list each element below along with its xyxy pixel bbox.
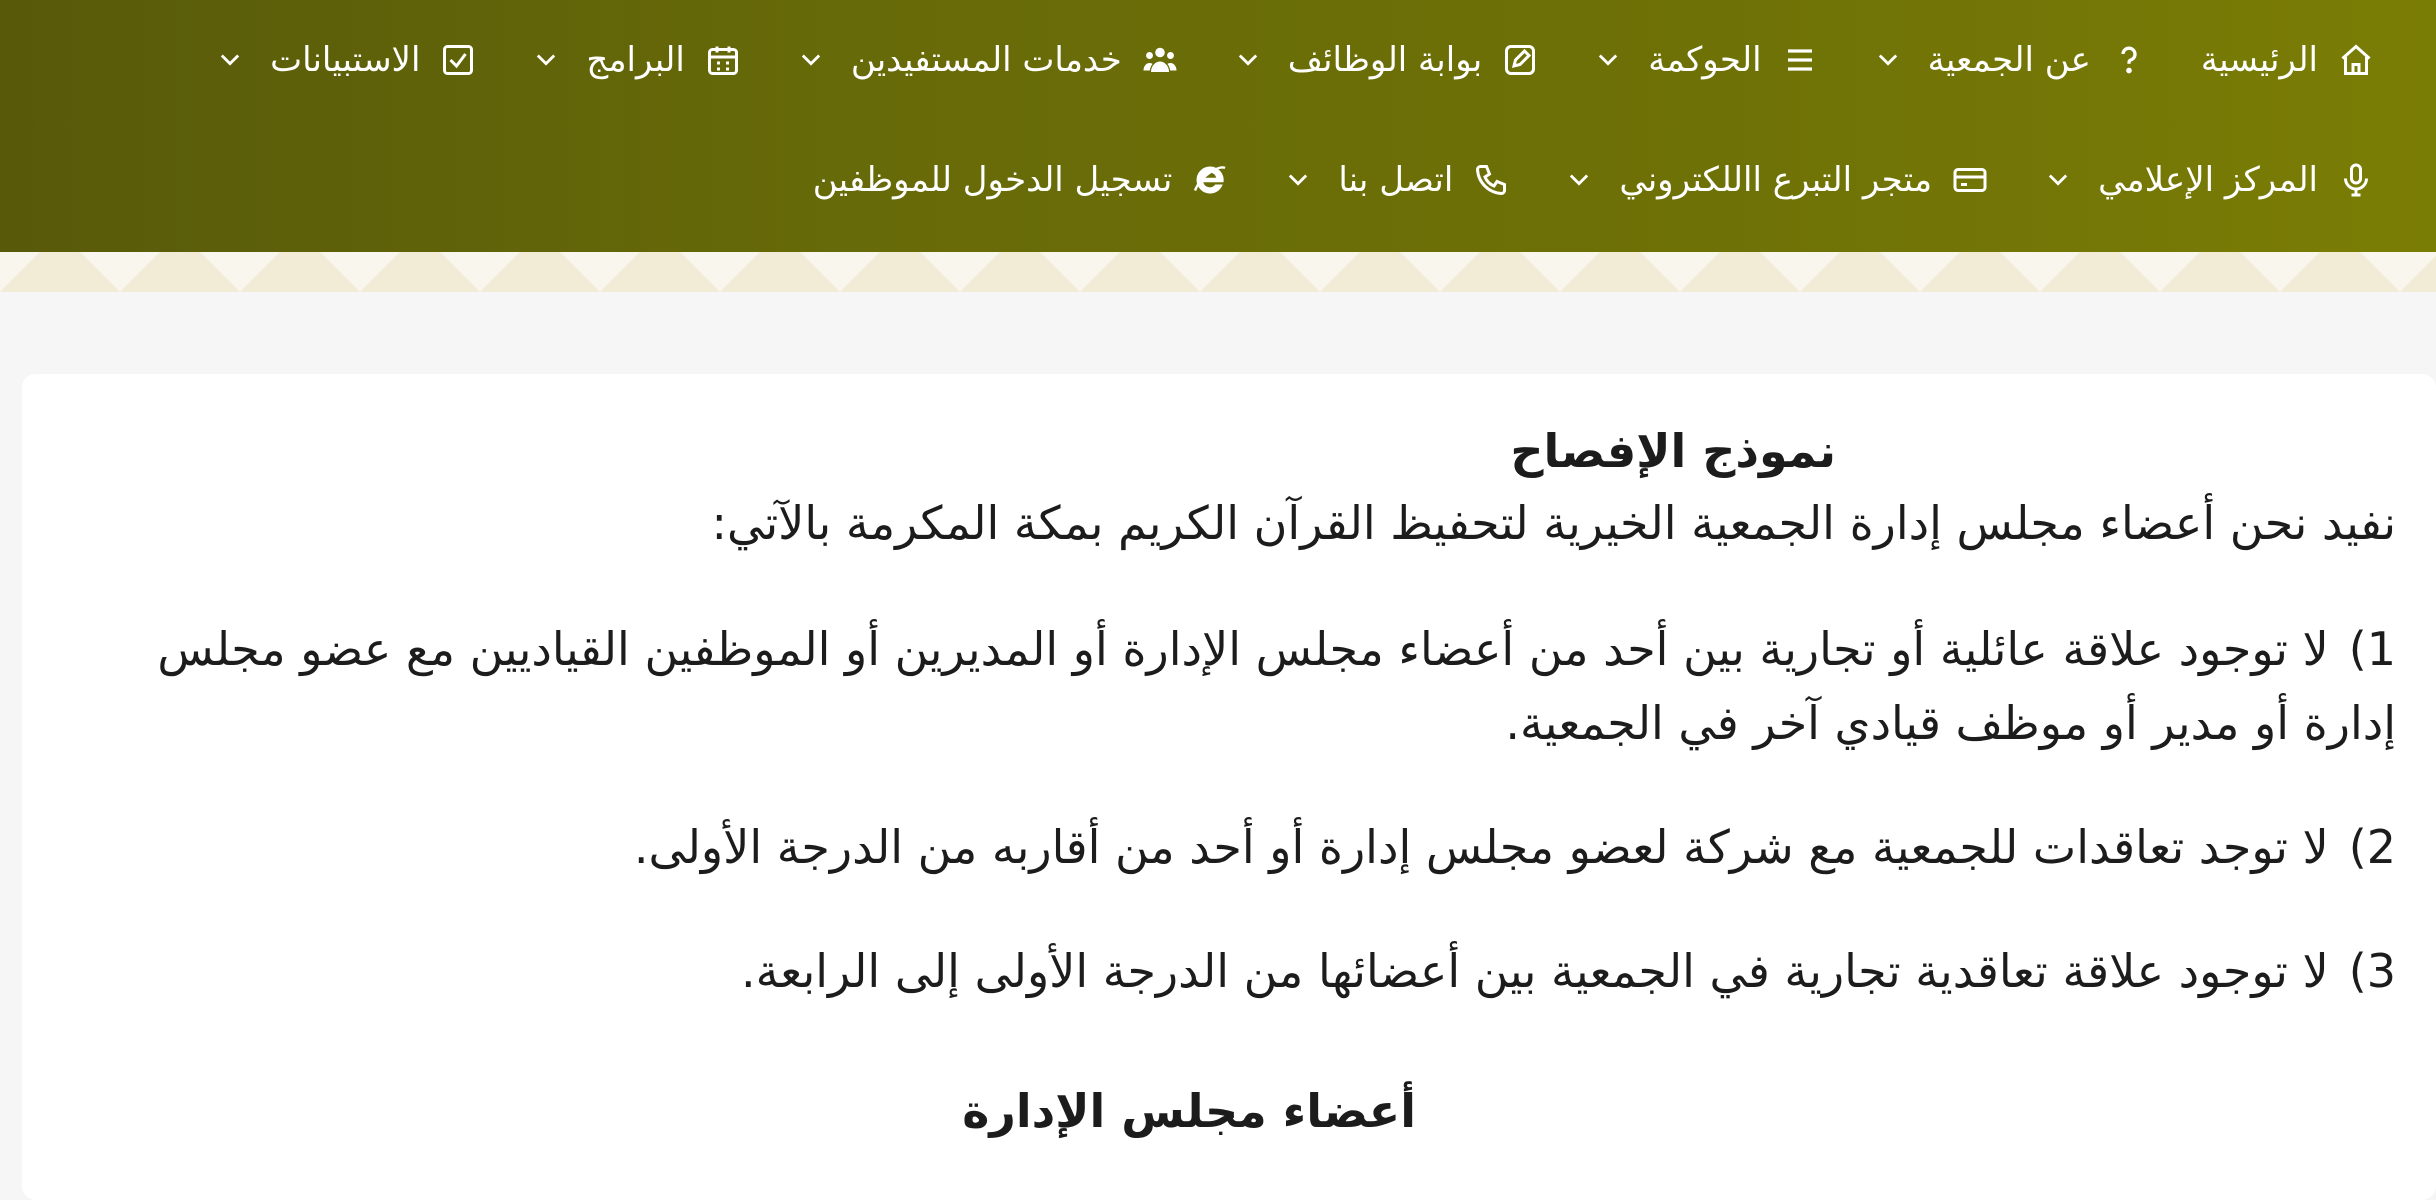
nav-item-jobs[interactable] xyxy=(1232,40,1540,80)
nav-item-staff-login[interactable] xyxy=(813,160,1231,200)
browser-e-icon xyxy=(1190,160,1230,200)
content-card xyxy=(22,374,2436,1200)
chevron-down-icon xyxy=(795,45,825,75)
nav-row-primary xyxy=(162,0,2376,120)
nav-label: البرامج xyxy=(586,40,685,80)
edit-square-icon xyxy=(1500,40,1540,80)
nav-label: الرئيسية xyxy=(2200,40,2318,80)
nav-label: تسجيل الدخول للموظفين xyxy=(812,160,1173,200)
page-title: نموذج الإفصاح xyxy=(1510,424,1836,478)
microphone-icon xyxy=(2336,160,2376,200)
chevron-down-icon xyxy=(1872,45,1902,75)
home-icon xyxy=(2336,40,2376,80)
menu-lines-icon xyxy=(1780,40,1820,80)
chevron-down-icon xyxy=(530,45,560,75)
nav-label: عن الجمعية xyxy=(1927,40,2091,80)
question-icon xyxy=(2109,40,2149,80)
clause-text: لا توجود علاقة عائلية أو تجارية بين أحد من أعضاء مجلس الإدارة أو المديرين أو الموظفين القياديين مع عضو مجلس إدارة أو مدير أو موظف قيادي آخر في الجمعية. xyxy=(157,622,2396,750)
chevron-down-icon xyxy=(214,45,244,75)
users-icon xyxy=(1140,40,1180,80)
clause-number: 3) xyxy=(2348,944,2396,998)
nav-item-beneficiary-services[interactable] xyxy=(795,40,1180,80)
credit-card-icon xyxy=(1950,160,1990,200)
chevron-down-icon xyxy=(1563,165,1593,195)
chevron-down-icon xyxy=(1232,45,1262,75)
nav-label: متجر التبرع االلكتروني xyxy=(1619,160,1933,200)
clause-item xyxy=(96,934,2396,1008)
clause-text: لا توجد تعاقدات للجمعية مع شركة لعضو مجلس إدارة أو أحد من أقاربه من الدرجة الأولى. xyxy=(633,820,2329,874)
nav-row-secondary xyxy=(761,120,2376,240)
clause-number: 2) xyxy=(2348,820,2396,874)
chevron-down-icon xyxy=(2042,165,2072,195)
main-navbar xyxy=(0,0,2436,252)
calendar-icon xyxy=(703,40,743,80)
decorative-pattern-strip xyxy=(0,252,2436,292)
nav-label: بوابة الوظائف xyxy=(1287,40,1483,80)
nav-item-governance[interactable] xyxy=(1592,40,1819,80)
clause-item xyxy=(96,810,2396,884)
checkbox-icon xyxy=(438,40,478,80)
nav-label: الاستبيانات xyxy=(270,40,421,80)
nav-item-donation-store[interactable] xyxy=(1563,160,1990,200)
nav-label: الحوكمة xyxy=(1648,40,1762,80)
board-members-heading: أعضاء مجلس الإدارة xyxy=(962,1084,1416,1138)
nav-item-about[interactable] xyxy=(1872,40,2149,80)
clause-number: 1) xyxy=(2348,622,2396,676)
nav-item-programs[interactable] xyxy=(530,40,742,80)
clause-text: لا توجود علاقة تعاقدية تجارية في الجمعية بين أعضائها من الدرجة الأولى إلى الرابعة. xyxy=(740,944,2329,998)
phone-icon xyxy=(1471,160,1511,200)
intro-paragraph: نفيد نحن أعضاء مجلس إدارة الجمعية الخيرية لتحفيظ القرآن الكريم بمكة المكرمة بالآتي: xyxy=(711,496,2396,550)
chevron-down-icon xyxy=(1282,165,1312,195)
nav-label: خدمات المستفيدين xyxy=(850,40,1122,80)
chevron-down-icon xyxy=(1592,45,1622,75)
nav-label: اتصل بنا xyxy=(1338,160,1454,200)
nav-item-media-center[interactable] xyxy=(2042,160,2376,200)
nav-item-contact[interactable] xyxy=(1282,160,1511,200)
nav-item-surveys[interactable] xyxy=(214,40,478,80)
nav-label: المركز الإعلامي xyxy=(2098,160,2318,200)
nav-item-home[interactable] xyxy=(2201,40,2376,80)
clause-item xyxy=(96,612,2396,760)
